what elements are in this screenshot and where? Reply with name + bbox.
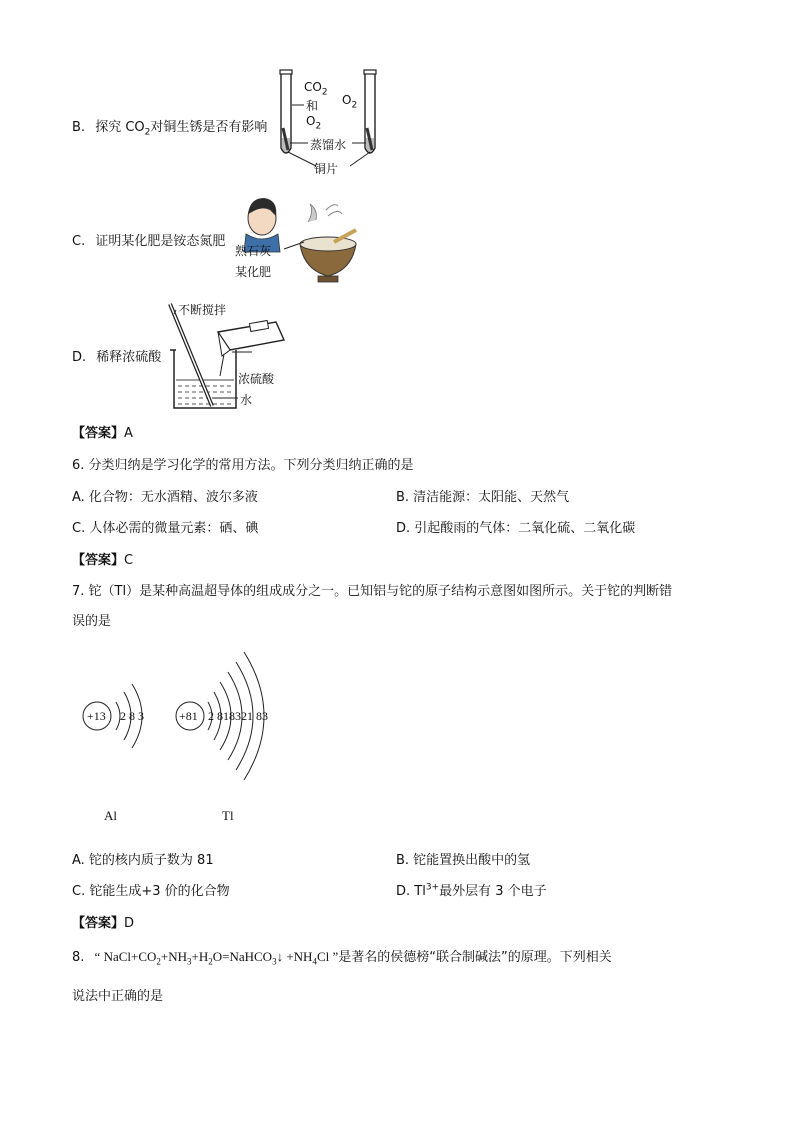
eq-sub: 4	[312, 956, 317, 967]
eq-part: +H	[191, 949, 209, 964]
al-nucleus-charge: +13	[87, 709, 106, 723]
option-text-pre: 探究 CO	[95, 120, 145, 135]
option-letter: B.	[72, 120, 86, 135]
eq-sub: 2	[156, 956, 161, 967]
eq-sub: 3	[272, 956, 277, 967]
o2-right-label	[342, 93, 357, 110]
q7-stem-line2: 误的是	[72, 614, 112, 629]
eq-part: +NH	[160, 949, 188, 964]
co2-label	[304, 80, 328, 97]
option-b-q5	[72, 116, 267, 138]
tl-electron-shells: 2 818321 83	[208, 709, 268, 723]
o2-text: O	[306, 114, 316, 128]
q7-option-c: C. 铊能生成+3 价的化合物	[72, 884, 230, 899]
answer-value: C	[124, 553, 134, 568]
q8-stem-rest: 是著名的侯德榜“联合制碱法”的原理。下列相关	[338, 950, 612, 965]
eq-part: O=NaHCO	[212, 949, 273, 964]
water-label: 水	[240, 393, 253, 407]
q7-stem-line1: 7. 铊（Tl）是某种高温超导体的组成成分之一。已知铝与铊的原子结构示意图如图所示。关于铊的判断错	[72, 584, 673, 599]
option-text: 证明某化肥是铵态氮肥	[95, 234, 226, 249]
q8-number: 8.	[72, 950, 85, 965]
answer-tag: 【答案】	[72, 553, 125, 568]
eq-part: ↓ +NH	[276, 949, 313, 964]
co2-text: CO	[304, 80, 322, 94]
q6-stem: 6. 分类归纳是学习化学的常用方法。下列分类归纳正确的是	[72, 458, 414, 473]
tl-nucleus-charge: +81	[179, 709, 198, 723]
option-d-post: 最外层有 3 个电子	[439, 884, 547, 899]
fertilizer-label: 某化肥	[235, 265, 272, 279]
answer-q6	[72, 549, 133, 568]
eq-sub: 3	[187, 956, 192, 967]
copper-sheet-label: 铜片	[314, 162, 339, 176]
q8-stem-line2: 说法中正确的是	[72, 989, 164, 1004]
q7-option-a: A. 铊的核内质子数为 81	[72, 853, 214, 868]
co2-sub: 2	[321, 87, 328, 98]
conc-acid-label: 浓硫酸	[238, 372, 275, 386]
option-d-sup: 3+	[425, 882, 440, 893]
and-label: 和	[306, 99, 319, 113]
answer-tag: 【答案】	[72, 916, 125, 931]
q7-option-b: B. 铊能置换出酸中的氢	[396, 853, 531, 868]
al-electron-shells: 2 8 3	[120, 709, 144, 723]
q6-option-c: C. 人体必需的微量元素：硒、碘	[72, 521, 259, 536]
option-c-q5	[72, 230, 225, 249]
slaked-lime-label: 熟石灰	[235, 244, 272, 258]
tl-caption: Tl	[222, 808, 234, 823]
q6-option-b: B. 清洁能源：太阳能、天然气	[396, 490, 570, 505]
option-letter: D.	[72, 350, 87, 365]
o2-label	[306, 114, 321, 131]
option-letter: C.	[72, 234, 86, 249]
o2-right-text: O	[342, 93, 352, 107]
eq-sub: 2	[208, 956, 213, 967]
q6-option-a: A. 化合物：无水酒精、波尔多液	[72, 490, 258, 505]
stir-label: 不断搅拌	[178, 303, 227, 317]
option-text-post: 对铜生锈是否有影响	[150, 120, 268, 135]
al-caption: Al	[104, 808, 117, 823]
eq-part: Cl ”	[316, 949, 339, 964]
option-text: 稀释浓硫酸	[96, 350, 162, 365]
answer-q7	[72, 912, 134, 931]
answer-tag: 【答案】	[72, 426, 125, 441]
answer-q5	[72, 422, 133, 441]
o2-sub: 2	[315, 121, 322, 132]
q6-option-d: D. 引起酸雨的气体：二氧化硫、二氧化碳	[396, 521, 636, 536]
distilled-water-label: 蒸馏水	[310, 138, 347, 152]
q7-option-d	[396, 880, 547, 899]
o2-right-sub: 2	[351, 100, 358, 111]
answer-value: D	[124, 916, 135, 931]
sub-2: 2	[144, 127, 151, 138]
eq-part: “ NaCl+CO	[94, 949, 157, 964]
q8-stem-line1	[72, 946, 612, 967]
answer-value: A	[124, 426, 133, 441]
option-d-pre: D. Tl	[396, 884, 426, 899]
option-d-q5	[72, 346, 161, 365]
chem-equation	[94, 949, 339, 967]
